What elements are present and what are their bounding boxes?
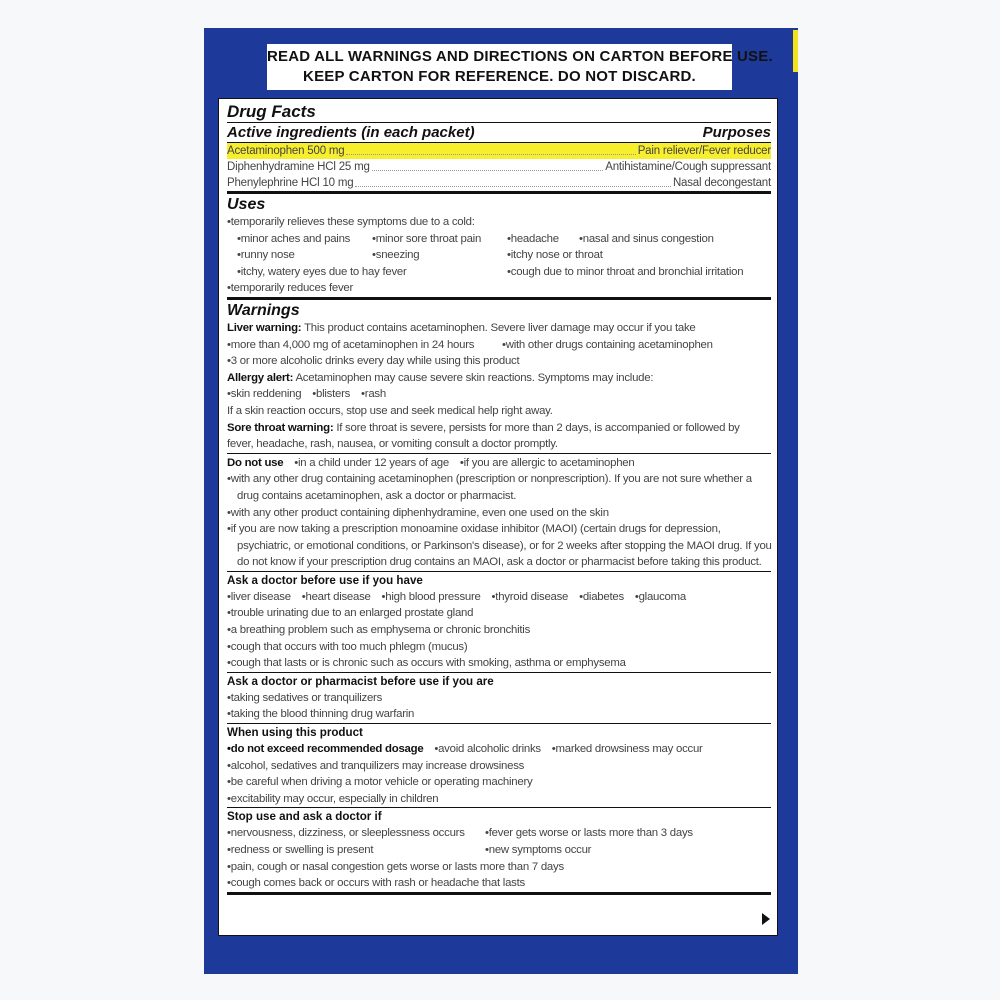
do-not-use-row	[227, 455, 771, 472]
list-item: • thyroid disease	[492, 591, 569, 603]
allergy-alert-text: Acetaminophen may cause severe skin reactions. Symptoms may include:	[295, 371, 654, 384]
active-ingredients-heading: Active ingredients (in each packet)	[227, 124, 475, 141]
notice-line-2: KEEP CARTON FOR REFERENCE. DO NOT DISCARD.	[303, 68, 696, 85]
allergy-alert-label: Allergy alert:	[227, 371, 294, 384]
list-item: • taking sedatives or tranquilizers	[227, 690, 771, 707]
leader-dots	[346, 143, 635, 155]
sore-throat-label: Sore throat warning:	[227, 421, 334, 434]
list-item: • be careful when driving a motor vehicle or operating machinery	[227, 774, 771, 791]
list-item: • itchy nose or throat	[507, 247, 771, 264]
continue-arrow-icon	[762, 913, 770, 925]
list-item: • glaucoma	[635, 591, 686, 603]
liver-bullets	[227, 337, 771, 354]
list-item-cont: do not know if your prescription drug contains an MAOI, ask a doctor or pharmacist before taking this product.	[237, 556, 762, 569]
yellow-edge-tab	[793, 30, 798, 72]
liver-warning-label: Liver warning:	[227, 321, 302, 334]
uses-row-2	[227, 247, 771, 264]
list-item: • minor aches and pains	[237, 231, 372, 248]
active-ingredients-section	[227, 102, 771, 194]
list-item: • nasal and sinus congestion	[579, 231, 771, 248]
liver-warning-text: This product contains acetaminophen. Severe liver damage may occur if you take	[304, 321, 696, 334]
ingredient-name: Diphenhydramine HCl 25 mg	[227, 161, 370, 173]
when-using-inline	[227, 741, 771, 758]
list-item: • temporarily relieves these symptoms due to a cold:	[227, 214, 771, 231]
liver-warning	[227, 320, 771, 337]
list-item: • liver disease	[227, 591, 291, 603]
list-item: • excitability may occur, especially in children	[227, 791, 771, 808]
list-item: • sneezing	[372, 247, 507, 264]
list-item: • headache	[507, 231, 579, 248]
list-item: • heart disease	[302, 591, 371, 603]
list-item: • minor sore throat pain	[372, 231, 507, 248]
ingredient-name: Phenylephrine HCl 10 mg	[227, 177, 354, 189]
do-not-use-label: Do not use	[227, 456, 284, 469]
ingredient-row	[227, 143, 771, 159]
allergy-symptoms	[227, 386, 771, 403]
list-item: • cough that occurs with too much phlegm (mucus)	[227, 639, 771, 656]
stop-use-heading: Stop use and ask a doctor if	[227, 810, 382, 824]
list-item: • rash	[361, 388, 386, 400]
ask-pharmacist-heading: Ask a doctor or pharmacist before use if you are	[227, 674, 494, 688]
list-item-cont: drug contains acetaminophen, ask a doctor or pharmacist.	[237, 489, 517, 502]
allergy-alert	[227, 370, 771, 387]
list-item: • cough that lasts or is chronic such as occurs with smoking, asthma or emphysema	[227, 655, 771, 672]
leader-dots	[355, 175, 670, 187]
uses-title: Uses	[227, 196, 266, 213]
list-item: • new symptoms occur	[485, 842, 771, 859]
list-item: • itchy, watery eyes due to hay fever	[237, 264, 507, 281]
notice-line-1: READ ALL WARNINGS AND DIRECTIONS ON CARTON BEFORE USE.	[267, 48, 773, 65]
ingredient-name: Acetaminophen 500 mg	[227, 145, 345, 157]
list-item: • trouble urinating due to an enlarged prostate gland	[227, 605, 771, 622]
list-item: • fever gets worse or lasts more than 3 days	[485, 825, 771, 842]
ingredient-purpose: Nasal decongestant	[672, 177, 771, 189]
list-item: • if you are now taking a prescription monoamine oxidase inhibitor (MAOI) (certain drugs for depression,	[227, 521, 771, 538]
carton-notice	[267, 44, 773, 90]
uses-row-1	[227, 231, 771, 248]
ask-doctor-subsection	[227, 571, 771, 672]
list-item: • temporarily reduces fever	[227, 280, 771, 297]
sore-throat-text: If sore throat is severe, persists for more than 2 days, is accompanied or followed by	[336, 421, 740, 434]
do-not-use-subsection	[227, 453, 771, 571]
ask-pharmacist-subsection	[227, 672, 771, 723]
ask-doctor-inline	[227, 589, 771, 606]
ingredient-row	[227, 159, 771, 175]
ingredient-row	[227, 175, 771, 191]
list-item: • avoid alcoholic drinks	[434, 743, 541, 755]
uses-section	[227, 194, 771, 300]
list-item: • runny nose	[237, 247, 372, 264]
list-item: • with any other drug containing acetaminophen (prescription or nonprescription). If you are not sure whether a	[227, 471, 771, 488]
uses-row-3	[227, 264, 771, 281]
list-item: • redness or swelling is present	[227, 842, 485, 859]
list-item: • with any other product containing diphenhydramine, even one used on the skin	[227, 505, 771, 522]
leader-dots	[372, 159, 604, 171]
stop-use-subsection	[227, 807, 771, 891]
ask-doctor-heading: Ask a doctor before use if you have	[227, 573, 423, 587]
list-item: • if you are allergic to acetaminophen	[460, 457, 635, 469]
list-item: • marked drowsiness may occur	[552, 743, 703, 755]
list-item: • high blood pressure	[382, 591, 481, 603]
stop-row-2	[227, 842, 771, 859]
list-item: • more than 4,000 mg of acetaminophen in 24 hours	[227, 337, 502, 354]
list-item: • do not exceed recommended dosage	[227, 743, 423, 755]
sore-throat-warning	[227, 420, 771, 437]
sore-throat-text-2: fever, headache, rash, nausea, or vomiting consult a doctor promptly.	[227, 438, 558, 451]
list-item: • pain, cough or nasal congestion gets worse or lasts more than 7 days	[227, 859, 771, 876]
when-using-subsection	[227, 723, 771, 807]
list-item: • nervousness, dizziness, or sleeplessness occurs	[227, 825, 485, 842]
list-item: • 3 or more alcoholic drinks every day while using this product	[227, 353, 771, 370]
drug-facts-title: Drug Facts	[227, 102, 771, 123]
stop-row-1	[227, 825, 771, 842]
list-item: • skin reddening	[227, 388, 301, 400]
list-item: • cough comes back or occurs with rash or headache that lasts	[227, 875, 771, 892]
warnings-section	[227, 300, 771, 895]
list-item: • with other drugs containing acetaminophen	[502, 337, 771, 354]
warnings-title: Warnings	[227, 301, 300, 319]
ingredient-purpose: Antihistamine/Cough suppressant	[605, 161, 771, 173]
list-item: • a breathing problem such as emphysema or chronic bronchitis	[227, 622, 771, 639]
list-item: • alcohol, sedatives and tranquilizers may increase drowsiness	[227, 758, 771, 775]
list-item: • in a child under 12 years of age	[294, 457, 449, 469]
list-item: • cough due to minor throat and bronchial irritation	[507, 264, 771, 281]
active-ingredients-header	[227, 123, 771, 143]
list-item: • diabetes	[579, 591, 624, 603]
ingredient-purpose: Pain reliever/Fever reducer	[637, 145, 771, 157]
drug-facts-panel	[218, 98, 778, 936]
when-using-heading: When using this product	[227, 726, 363, 740]
purposes-heading: Purposes	[702, 124, 771, 141]
list-item: • taking the blood thinning drug warfarin	[227, 706, 771, 723]
list-item: • blisters	[312, 388, 350, 400]
allergy-after: If a skin reaction occurs, stop use and seek medical help right away.	[227, 404, 553, 417]
list-item-cont: psychiatric, or emotional conditions, or Parkinson's disease), or for 2 weeks after stopping the MAOI drug. If you	[237, 539, 772, 552]
